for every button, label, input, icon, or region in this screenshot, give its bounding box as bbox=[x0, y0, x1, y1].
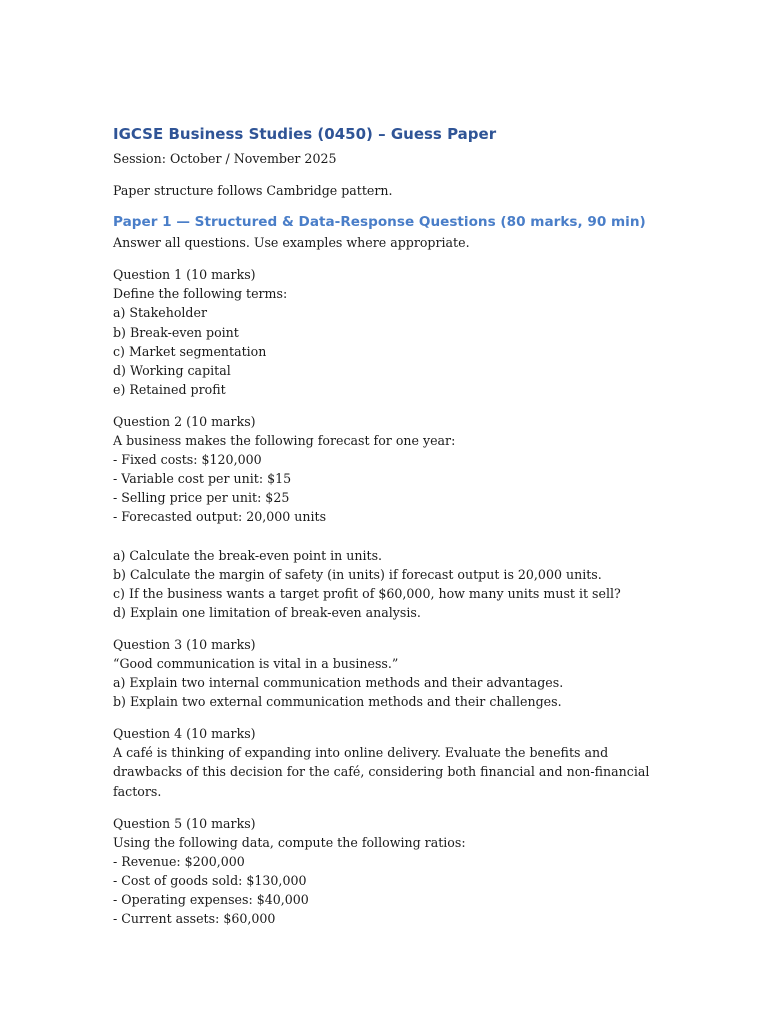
question-data-line: - Forecasted output: 20,000 units bbox=[113, 509, 327, 525]
paper1-instruction: Answer all questions. Use examples where appropriate. bbox=[113, 235, 470, 251]
question-data-line: - Variable cost per unit: $15 bbox=[113, 471, 292, 487]
paper1-heading: Paper 1 — Structured & Data-Response Questions (80 marks, 90 min) bbox=[113, 214, 646, 231]
document-page bbox=[113, 122, 673, 928]
question-item: b) Calculate the margin of safety (in units) if forecast output is 20,000 units. bbox=[113, 566, 602, 582]
question-item: e) Retained profit bbox=[113, 381, 226, 397]
question-item: a) Stakeholder bbox=[113, 305, 207, 321]
structure-note: Paper structure follows Cambridge pattern. bbox=[113, 183, 393, 199]
question-intro: A café is thinking of expanding into online delivery. Evaluate the benefits and drawbacks of this decision for the café, considering both financial and non-financial factors. bbox=[113, 745, 650, 799]
session-line: Session: October / November 2025 bbox=[113, 151, 337, 166]
question-4 bbox=[113, 724, 673, 800]
question-data-line: - Current assets: $60,000 bbox=[113, 911, 276, 927]
question-item: b) Explain two external communication methods and their challenges. bbox=[113, 694, 562, 710]
question-intro: Using the following data, compute the following ratios: bbox=[113, 834, 466, 850]
question-item: a) Calculate the break-even point in units. bbox=[113, 547, 383, 563]
question-intro: Define the following terms: bbox=[113, 286, 288, 302]
question-data-line: - Selling price per unit: $25 bbox=[113, 490, 290, 506]
question-item: d) Explain one limitation of break-even analysis. bbox=[113, 604, 421, 620]
question-data-line: - Cost of goods sold: $130,000 bbox=[113, 872, 307, 888]
question-item: d) Working capital bbox=[113, 362, 231, 378]
question-item: b) Break-even point bbox=[113, 324, 239, 340]
question-title: Question 2 (10 marks) bbox=[113, 413, 256, 429]
question-intro: “Good communication is vital in a business.” bbox=[113, 655, 399, 671]
question-2 bbox=[113, 412, 673, 622]
question-data-line: - Revenue: $200,000 bbox=[113, 853, 245, 869]
document-title: IGCSE Business Studies (0450) – Guess Paper bbox=[113, 125, 497, 143]
question-title: Question 5 (10 marks) bbox=[113, 815, 256, 831]
question-title: Question 1 (10 marks) bbox=[113, 267, 256, 283]
question-data-line: - Fixed costs: $120,000 bbox=[113, 452, 262, 468]
question-item: c) Market segmentation bbox=[113, 343, 267, 359]
question-3 bbox=[113, 635, 673, 711]
question-item: a) Explain two internal communication methods and their advantages. bbox=[113, 675, 564, 691]
question-intro: A business makes the following forecast for one year: bbox=[113, 433, 456, 449]
question-item: c) If the business wants a target profit of $60,000, how many units must it sell? bbox=[113, 585, 621, 601]
question-title: Question 4 (10 marks) bbox=[113, 726, 256, 742]
question-1 bbox=[113, 265, 673, 399]
question-5 bbox=[113, 814, 673, 929]
question-data-line: - Operating expenses: $40,000 bbox=[113, 892, 309, 907]
question-title: Question 3 (10 marks) bbox=[113, 636, 256, 652]
